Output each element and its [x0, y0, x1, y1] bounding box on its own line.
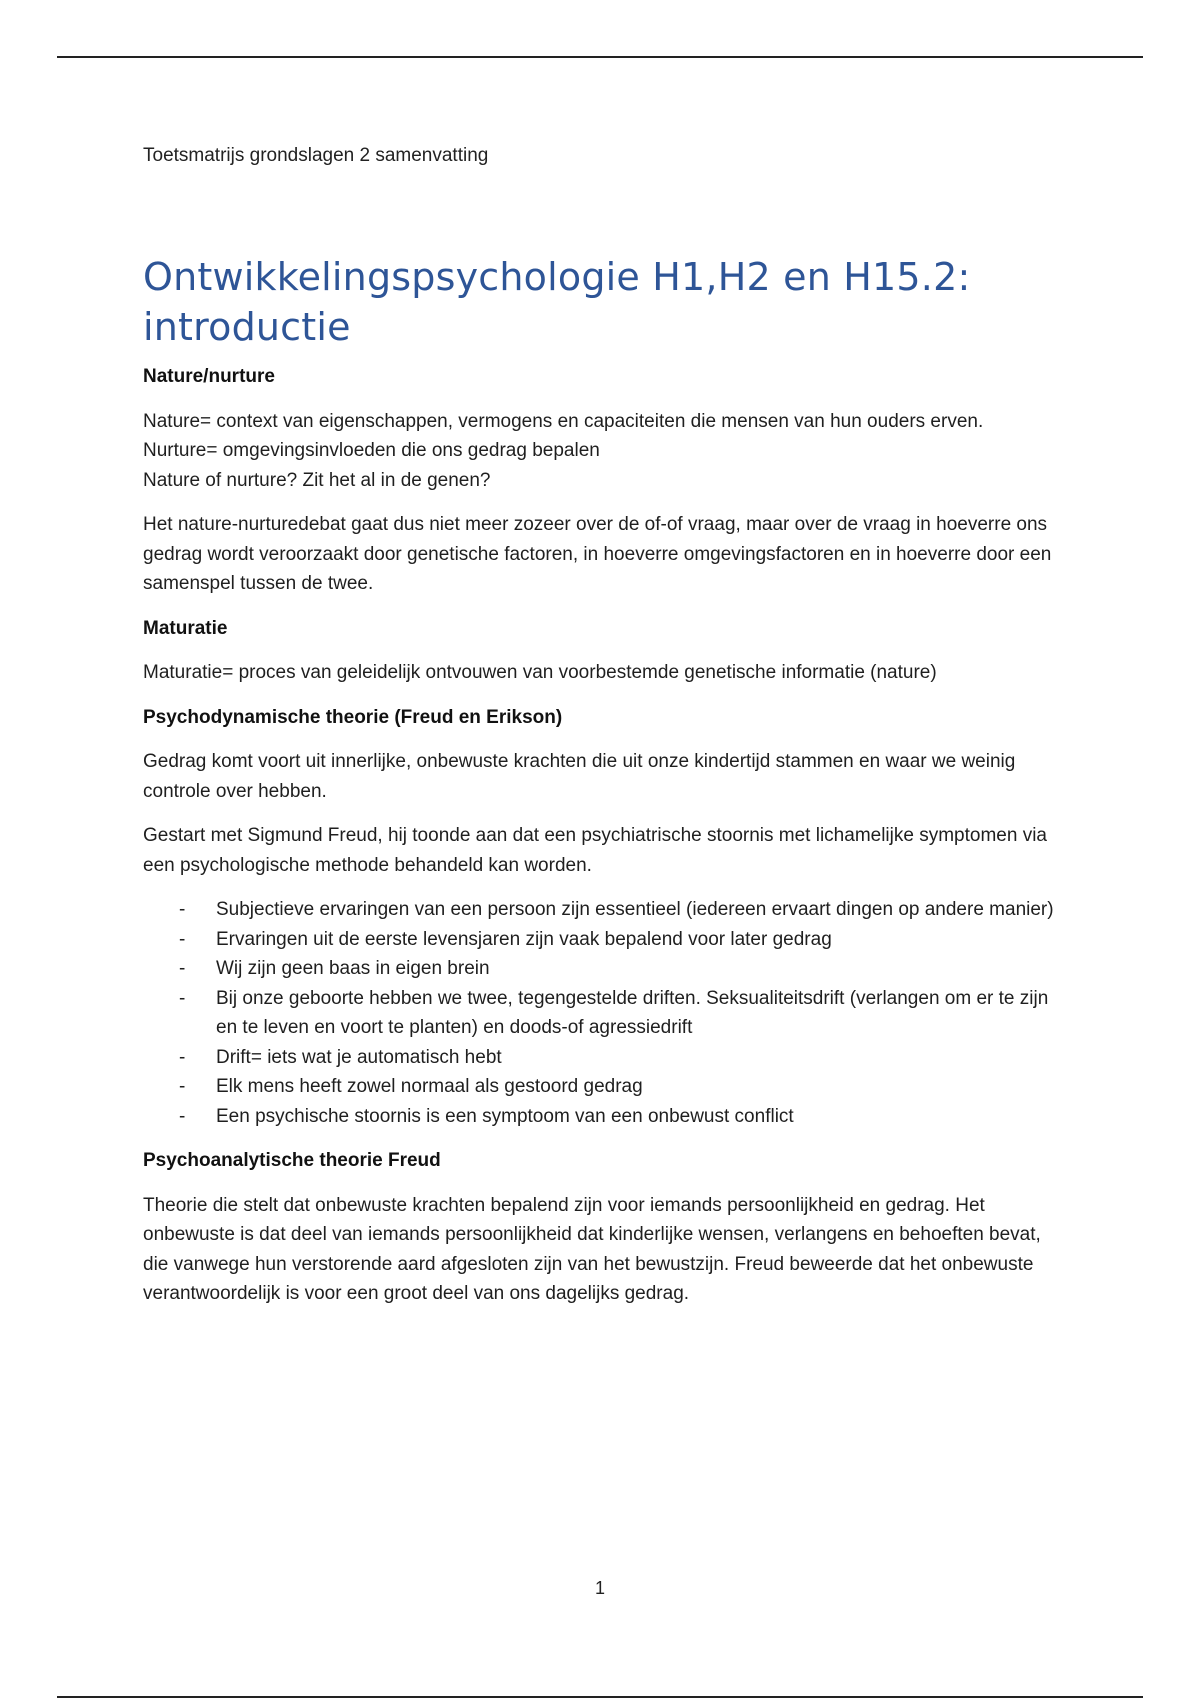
list-item-text: Subjectieve ervaringen van een persoon zijn essentieel (iedereen ervaart dingen op andere manier)	[216, 899, 1054, 920]
nature-nurture-paragraph: Het nature-nurturedebat gaat dus niet meer zozeer over de of-of vraag, maar over de vraag in hoeverre ons gedrag wordt veroorzaakt door genetische factoren, in hoeverre omgevingsfactoren en in hoeverre door een samenspel tussen de twee.	[143, 514, 1052, 594]
bullet-marker: -	[179, 928, 186, 950]
list-item	[143, 1102, 1058, 1132]
list-item-text: Wij zijn geen baas in eigen brein	[216, 958, 490, 979]
list-item-text: Bij onze geboorte hebben we twee, tegengestelde driften. Seksualiteitsdrift (verlangen om er te zijn en te leven en voort te planten) en doods-of agressiedrift	[216, 987, 1049, 1038]
list-item	[143, 1043, 1058, 1073]
bullet-marker: -	[179, 899, 186, 920]
heading-maturatie: Maturatie	[143, 617, 228, 639]
bullet-marker: -	[179, 987, 186, 1009]
heading-psychoanalytische-theorie: Psychoanalytische theorie Freud	[143, 1150, 441, 1171]
definition-nature: Nature= context van eigenschappen, vermogens en capaciteiten die mensen van hun ouders erven.	[143, 410, 984, 432]
list-item	[143, 984, 1058, 1043]
heading-nature-nurture: Nature/nurture	[143, 366, 275, 387]
list-item-text: Drift= iets wat je automatisch hebt	[216, 1046, 502, 1068]
nature-nurture-definitions	[143, 407, 1058, 496]
maturatie-paragraph: Maturatie= proces van geleidelijk ontvouwen van voorbestemde genetische informatie (nature)	[143, 662, 937, 683]
psychodynamisch-paragraph-1: Gedrag komt voort uit innerlijke, onbewuste krachten die uit onze kindertijd stammen en waar we weinig controle over hebben.	[143, 751, 1016, 802]
list-item	[143, 954, 1058, 984]
bullet-marker: -	[179, 1076, 186, 1097]
body-flow	[143, 362, 1058, 1324]
bullet-marker: -	[179, 1105, 186, 1127]
list-item	[143, 925, 1058, 955]
bullet-marker: -	[179, 958, 186, 979]
bottom-rule	[57, 1696, 1143, 1698]
psychoanalytisch-paragraph: Theorie die stelt dat onbewuste krachten bepalend zijn voor iemands persoonlijkheid en gedrag. Het onbewuste is dat deel van iemands persoonlijkheid dat kinderlijke wensen, verlangens en behoeften bevat, die vanwege hun verstorende aard afgesloten zijn van het bewustzijn. Freud beweerde dat het onbewuste verantwoordelijk is voor een groot deel van ons dagelijks gedrag.	[143, 1194, 1041, 1304]
freud-bullet-list	[143, 895, 1058, 1131]
page-number: 1	[594, 1578, 605, 1598]
document-title: Ontwikkelingspsychologie H1,H2 en H15.2: introductie	[143, 255, 971, 349]
nature-nurture-question: Nature of nurture? Zit het al in de genen?	[143, 469, 491, 491]
list-item-text: Elk mens heeft zowel normaal als gestoord gedrag	[216, 1076, 643, 1097]
list-item	[143, 895, 1058, 925]
heading-psychodynamische-theorie: Psychodynamische theorie (Freud en Erikson)	[143, 706, 563, 728]
list-item	[143, 1072, 1058, 1102]
list-item-text: Ervaringen uit de eerste levensjaren zijn vaak bepalend voor later gedrag	[216, 928, 832, 950]
psychodynamisch-paragraph-2: Gestart met Sigmund Freud, hij toonde aan dat een psychiatrische stoornis met lichamelijke symptomen via een psychologische methode behandeld kan worden.	[143, 825, 1047, 876]
definition-nurture: Nurture= omgevingsinvloeden die ons gedrag bepalen	[143, 440, 600, 461]
running-header: Toetsmatrijs grondslagen 2 samenvatting	[143, 145, 489, 166]
bullet-marker: -	[179, 1046, 186, 1068]
list-item-text: Een psychische stoornis is een symptoom van een onbewust conflict	[216, 1105, 794, 1127]
top-rule	[57, 56, 1143, 58]
